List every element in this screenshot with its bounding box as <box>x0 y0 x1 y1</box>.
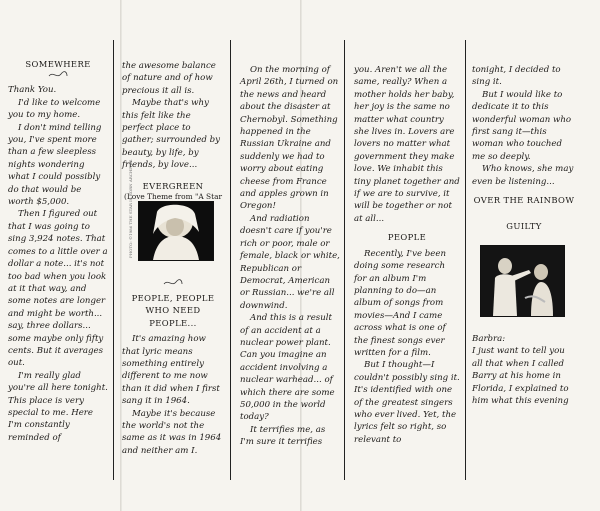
song-subtitle: (Love Theme from "A Star <box>123 192 223 202</box>
paragraph: On the morning of April 26th, I turned on the news and heard about the disaster at Chernobyl. Something happened in the Russian Ukraine and suddenly we had to worry about eating cheese from France and apples grown in Oregon! <box>240 65 339 212</box>
song-heading-people-people: PEOPLE, PEOPLE WHO NEED PEOPLE... <box>131 293 215 328</box>
performance-photo-2 <box>480 245 565 317</box>
paragraph: you. Aren't we all the same, really? When a mother holds her baby, her joy is the same no matter what country she lives in. Lovers are lovers no matter what government they make love. We inhabit this tiny planet together and if we are to survive, it will be together or not at all... <box>354 65 460 224</box>
flourish-ornament <box>47 70 69 80</box>
performance-photo-1 <box>138 201 214 261</box>
song-heading-evergreen: EVERGREEN <box>142 180 204 191</box>
column-2 <box>122 60 224 210</box>
photo-credit: PHOTO: ©1986 THE STAR IS BORN ARCHIVES <box>128 159 133 258</box>
song-heading-over-the-rainbow: OVER THE RAINBOW <box>473 195 575 206</box>
column-5 <box>472 64 576 233</box>
song-heading-people: PEOPLE <box>387 232 427 243</box>
column-1 <box>8 58 108 444</box>
flourish-ornament <box>162 278 184 288</box>
paragraph: Barbra: <box>472 334 506 344</box>
paragraph: Maybe it's because the world's not the same as it was in 1964 and neither am I. <box>122 408 222 456</box>
column-divider-1 <box>113 40 114 480</box>
column-4 <box>354 64 460 446</box>
paragraph: It terrifies me, as I'm sure it terrifies <box>240 424 326 448</box>
paragraph: Then I figured out that I was going to sing 3,924 notes. That comes to a little over a dollar a note... it's not too bad when you look at it that way, and some notes are longer and might be worth... say, three dollars... some maybe only fifty cents. But it averages out. <box>8 209 108 369</box>
song-heading-somewhere: SOMEWHERE <box>25 59 91 69</box>
paragraph: And this is a result of an accident at a nuclear power plant. Can you imagine an accident involving a nuclear warhead... of which there are some 50,000 in the world today? <box>240 313 335 423</box>
column-divider-3 <box>344 40 345 480</box>
column-2-lower <box>122 278 224 457</box>
paragraph: tonight, I decided to sing it. <box>472 65 561 88</box>
paragraph: Who knows, she may even be listening... <box>472 164 574 187</box>
paragraph: It's amazing how that lyric means something entirely different to me now than it did when I first sang it in 1964. <box>122 334 220 407</box>
paragraph: Maybe that's why this felt like the perfect place to gather; surrounded by beauty, by life, by friends, by love... <box>122 98 221 171</box>
paragraph: I don't mind telling you, I've spent more than a few sleepless nights wondering what I could possibly do that would be worth $5,000. <box>8 122 102 208</box>
column-5-lower <box>472 333 576 407</box>
column-3 <box>240 64 340 449</box>
song-heading-guilty: GUILTY <box>506 221 542 232</box>
paragraph: But I thought—I couldn't possibly sing it. It's identified with one of the greatest singers who ever lived. Yet, the lyrics felt so right, so relevant to <box>354 360 460 445</box>
paragraph: I'm really glad you're all here tonight. This place is very special to me. Here I'm constantly reminded of <box>8 370 108 443</box>
paragraph: But I would like to dedicate it to this wonderful woman who first sang it—this woman who touched me so deeply. <box>472 89 572 162</box>
paragraph: the awesome balance of nature and of how precious it all is. <box>122 61 216 96</box>
paragraph: Thank You. <box>8 85 57 96</box>
paragraph: I'd like to welcome you to my home. <box>8 97 101 121</box>
column-divider-4 <box>465 40 466 480</box>
paragraph: I just want to tell you all that when I called Barry at his home in Florida, I explained to him what this evening <box>472 346 569 407</box>
paragraph: And radiation doesn't care if you're rich or poor, male or female, black or white, Republican or Democrat, American or Russian... we're all downwind. <box>240 213 340 311</box>
column-divider-2 <box>230 40 231 480</box>
paragraph: Recently, I've been doing some research for an album I'm planning to do—an album of songs from movies—And I came across what is one of the finest songs ever written for a film. <box>354 248 447 358</box>
